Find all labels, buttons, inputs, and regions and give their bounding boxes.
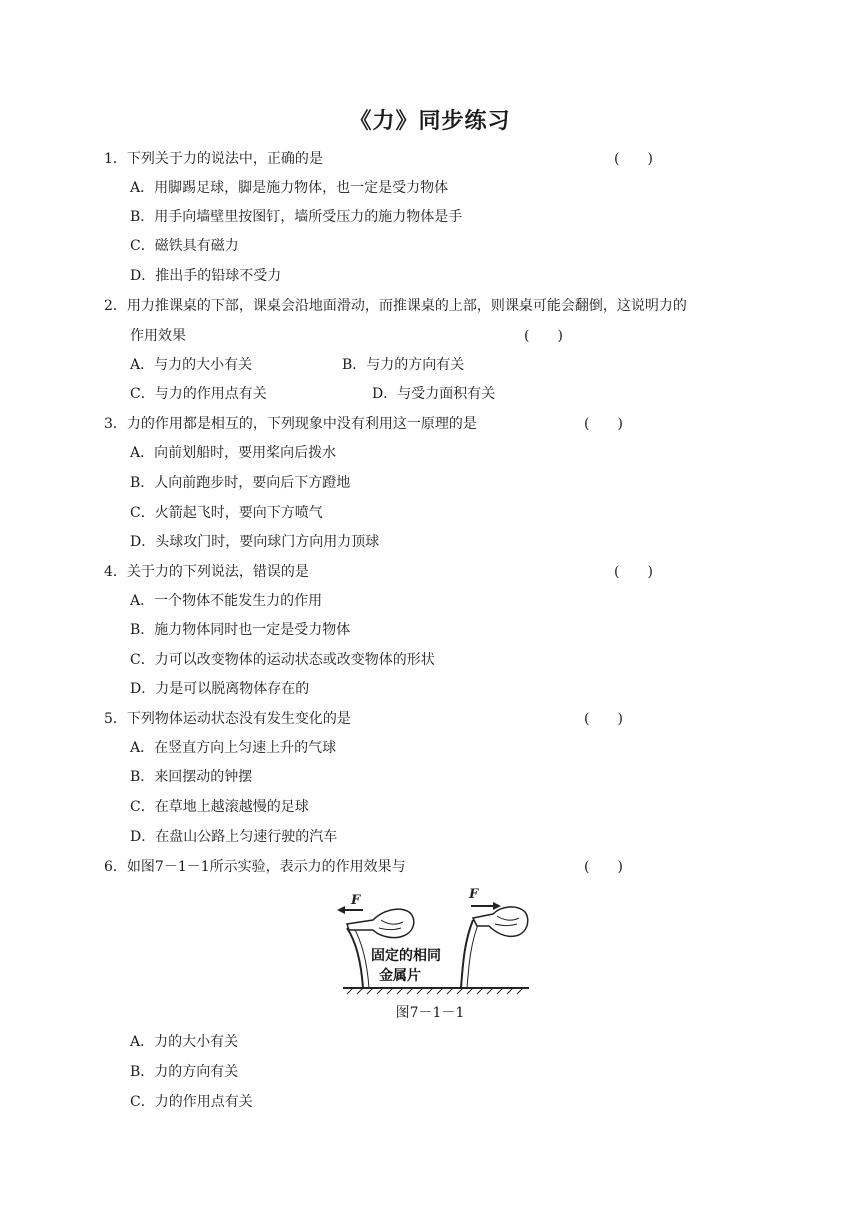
question-6-option-a: A．力的大小有关 <box>130 1034 239 1050</box>
figure-left-strip-edge <box>353 926 369 988</box>
question-4-option-c: C．力可以改变物体的运动状态或改变物体的形状 <box>130 652 435 668</box>
question-4-answer-paren: ( ) <box>614 564 653 580</box>
question-2-answer-paren: ( ) <box>524 328 563 344</box>
question-2-option-d: D．与受力面积有关 <box>372 386 496 402</box>
question-4-option-d: D．力是可以脱离物体存在的 <box>130 681 310 697</box>
question-2-stem: 2．用力推课桌的下部，课桌会沿地面滑动，而推课桌的上部，则课桌可能会翻倒，这说明力的 <box>104 298 687 314</box>
question-1-option-a: A．用脚踢足球，脚是施力物体，也一定是受力物体 <box>130 180 449 196</box>
question-1-option-b: B．用手向墙壁里按图钉，墙所受压力的施力物体是手 <box>130 209 463 225</box>
question-5-stem: 5．下列物体运动状态没有发生变化的是 <box>104 711 351 727</box>
question-6-option-c: C．力的作用点有关 <box>130 1094 253 1110</box>
question-4-stem: 4．关于力的下列说法，错误的是 <box>104 564 309 580</box>
question-6-option-b: B．力的方向有关 <box>130 1064 239 1080</box>
question-2-option-c: C．与力的作用点有关 <box>130 386 267 402</box>
figure-caption: 图7－1－1 <box>395 1005 465 1021</box>
question-5-option-a: A．在竖直方向上匀速上升的气球 <box>130 740 337 756</box>
question-4-option-a: A．一个物体不能发生力的作用 <box>130 593 323 609</box>
question-2-option-a: A．与力的大小有关 <box>130 357 253 373</box>
question-4-option-b: B．施力物体同时也一定是受力物体 <box>130 622 351 638</box>
figure-right-hand <box>473 907 528 936</box>
question-1-option-c: C．磁铁具有磁力 <box>130 238 239 254</box>
figure-left-strip <box>347 928 363 988</box>
figure-label-line-1: 固定的相同 <box>371 948 441 964</box>
question-6-stem: 6．如图7－1－1所示实验，表示力的作用效果与 <box>104 859 406 875</box>
question-6-answer-paren: ( ) <box>584 859 623 875</box>
question-1-answer-paren: ( ) <box>614 151 653 167</box>
question-5-answer-paren: ( ) <box>584 711 623 727</box>
question-3-stem: 3．力的作用都是相互的，下列现象中没有利用这一原理的是 <box>104 416 477 432</box>
question-3-answer-paren: ( ) <box>584 416 623 432</box>
question-5-option-c: C．在草地上越滚越慢的足球 <box>130 799 309 815</box>
question-2-stem-continued: 作用效果 <box>130 328 186 344</box>
question-1-stem: 1．下列关于力的说法中，正确的是 <box>104 151 323 167</box>
question-3-option-a: A．向前划船时，要用桨向后拨水 <box>130 445 337 461</box>
question-5-option-b: B．来回摆动的钟摆 <box>130 769 253 785</box>
question-5-option-d: D．在盘山公路上匀速行驶的汽车 <box>130 829 338 845</box>
question-3-option-d: D．头球攻门时，要向球门方向用力顶球 <box>130 534 380 550</box>
figure-metal-strips <box>333 880 533 1000</box>
page-title: 《力》同步练习 <box>349 109 511 134</box>
question-2-option-b: B．与力的方向有关 <box>342 357 465 373</box>
figure-label-line-2: 金属片 <box>379 968 421 984</box>
question-3-option-c: C．火箭起飞时，要向下方喷气 <box>130 505 323 521</box>
figure-right-strip <box>461 920 473 988</box>
figure-left-force-label: F <box>351 893 361 908</box>
question-1-option-d: D．推出手的铅球不受力 <box>130 268 282 284</box>
question-3-option-b: B．人向前跑步时，要向后下方蹬地 <box>130 475 351 491</box>
figure-right-force-label: F <box>469 887 479 902</box>
